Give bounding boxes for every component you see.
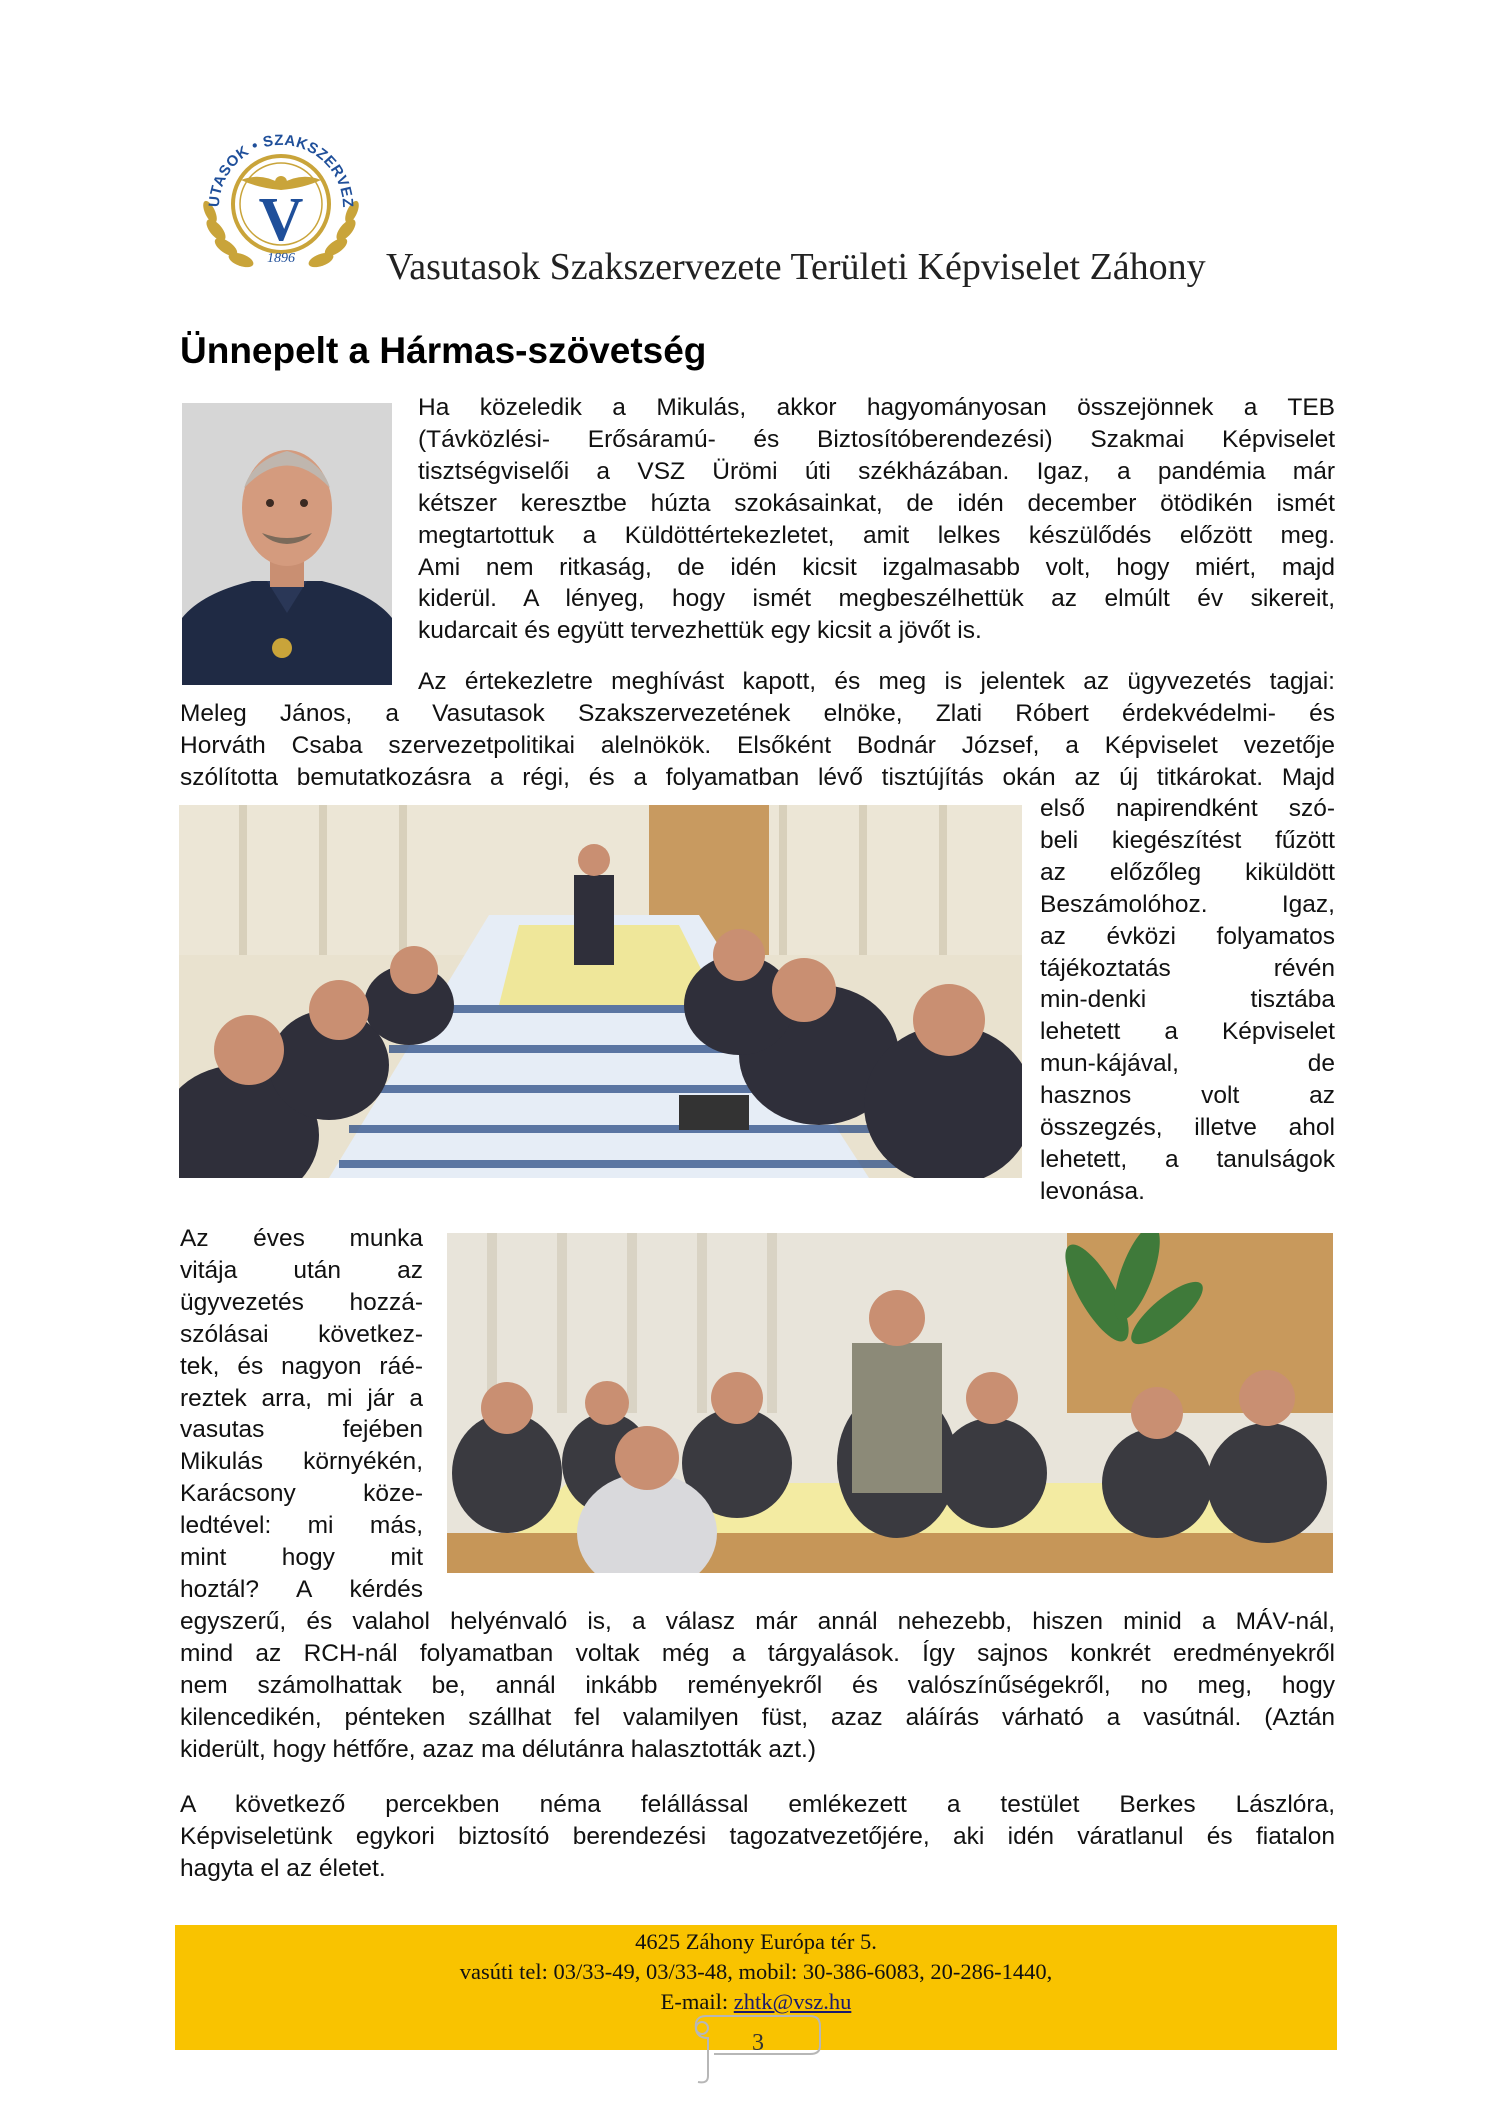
text-line: levonása. [1040,1177,1145,1205]
text-line: vasutas fejében [180,1416,423,1444]
header-title: Vasutasok Szakszervezete Területi Képviselet Záhony [386,246,1206,288]
text-line: Karácsony köze- [180,1480,423,1508]
text-line: az előzőleg kiküldött [1040,858,1335,886]
paragraph-discussion-side [180,1223,423,1606]
text-line: (Távközlési- Erősáramú- és Biztosítóberendezési) Szakmai Képviselet [418,425,1335,453]
text-line: Beszámolóhoz. Igaz, [1040,890,1335,918]
text-line: Képviseletünk egykori biztosító berendezési tagozatvezetőjére, aki idén váratlanul és fiatalon [180,1822,1335,1850]
text-line: Az éves munka [180,1225,423,1252]
text-line: szólította bemutatkozásra a régi, és a folyamatban lévő tisztújítás okán az új titkárokat. Majd [180,763,1335,791]
logo-letter: V [258,186,304,254]
footer-email-label: E-mail: [660,1989,734,2014]
paragraph-guests [180,698,1335,794]
text-line: Ami nem ritkaság, de idén kicsit izgalmasabb volt, hogy miért, majd [418,553,1335,581]
text-line: hagyta el az életet. [180,1854,386,1882]
footer-address: 4625 Záhony Európa tér 5. [635,1929,877,1954]
paragraph-guests-first-line: Az értekezletre meghívást kapott, és meg is jelentek az ügyvezetés tagjai: [418,668,1335,695]
text-line: kudarcait és együtt tervezhettük egy kicsit a jövőt is. [418,617,982,645]
text-line: tisztségviselői a VSZ Ürömi úti székházában. Igaz, a pandémia már [418,457,1335,485]
text-line: lehetett a Képviselet [1040,1018,1335,1046]
page-number: 3 [752,2030,764,2056]
text-line: kilencedikén, pénteken szállhat fel valamilyen füst, azaz aláírás várható a vasútnál. (Aztán [180,1703,1335,1731]
text-line: Horváth Csaba szervezetpolitikai alelnökök. Elsőként Bodnár József, a Képviselet vezetője [180,731,1335,759]
logo-arc-text: UTASOK • SZAKSZERVEZ [205,131,357,209]
text-line: ügyvezetés hozzá- [180,1288,423,1316]
text-line: mind az RCH-nál folyamatban voltak még a tárgyalások. Így sajnos konkrét eredményekről [180,1639,1335,1667]
text-line: Ha közeledik a Mikulás, akkor hagyományosan összejönnek a TEB [418,394,1335,421]
text-line: hasznos volt az [1040,1082,1335,1110]
paragraph-report-side [1040,793,1335,1208]
text-line: lehetett, a tanulságok [1040,1145,1335,1173]
text-line: vitája után az [180,1256,423,1284]
text-line: Mikulás környékén, [180,1448,423,1476]
text-line: kétszer keresztbe húzta szokásainkat, de idén december ötödikén ismét [418,489,1335,517]
text-line: megtartottuk a Küldöttértekezletet, amit lelkes készülődés előzött meg. [418,521,1335,549]
text-line: nem számolhattak be, annál inkább reményekről és valószínűségekről, no meg, hogy [180,1671,1335,1699]
text-line: ledtével: mi más, [180,1512,423,1540]
text-line: egyszerű, és valahol helyénvaló is, a válasz már annál nehezebb, hiszen minid a MÁV-nál, [180,1608,1335,1635]
logo-year: 1896 [267,251,295,266]
text-line: kiderül. A lényeg, hogy ismét megbeszélhettük az elmúlt év sikereit, [418,585,1335,613]
text-line: beli kiegészítést fűzött [1040,826,1335,854]
text-line: mint hogy mit [180,1544,423,1572]
portrait-photo [182,403,392,685]
text-line: reztek arra, mi jár a [180,1384,423,1412]
text-line: hoztál? A kérdés [180,1575,423,1603]
footer-email-link[interactable]: zhtk@vsz.hu [733,1989,852,2014]
text-line: összegzés, illetve ahol [1040,1114,1335,1142]
article-title: Ünnepelt a Hármas-szövetség [180,330,707,371]
text-line: kiderült, hogy hétfőre, azaz ma délutánra halasztották azt.) [180,1735,816,1763]
paragraph-intro [418,392,1335,647]
text-line: tek, és nagyon ráé- [180,1352,423,1380]
paragraph-memorial [180,1789,1335,1885]
meeting-photo-1 [179,805,1022,1178]
text-line: az évközi folyamatos [1040,922,1335,950]
meeting-photo-2 [447,1233,1333,1573]
paragraph-negotiations [180,1606,1335,1766]
footer-phones: vasúti tel: 03/33-49, 03/33-48, mobil: 30-386-6083, 20-286-1440, [459,1959,1053,1984]
text-line: tájékoztatás révén [1040,954,1335,982]
text-line: A következő percekben néma felállással emlékezett a testület Berkes Lászlóra, [180,1791,1335,1818]
text-line: mun-kájával, de [1040,1050,1335,1078]
union-logo [186,112,376,282]
text-line: Meleg János, a Vasutasok Szakszervezetének elnöke, Zlati Róbert érdekvédelmi- és [180,700,1335,727]
text-line: szólásai következ- [180,1320,423,1348]
text-line: első napirendként szó- [1040,795,1335,822]
text-line: min-denki tisztába [1040,986,1335,1014]
